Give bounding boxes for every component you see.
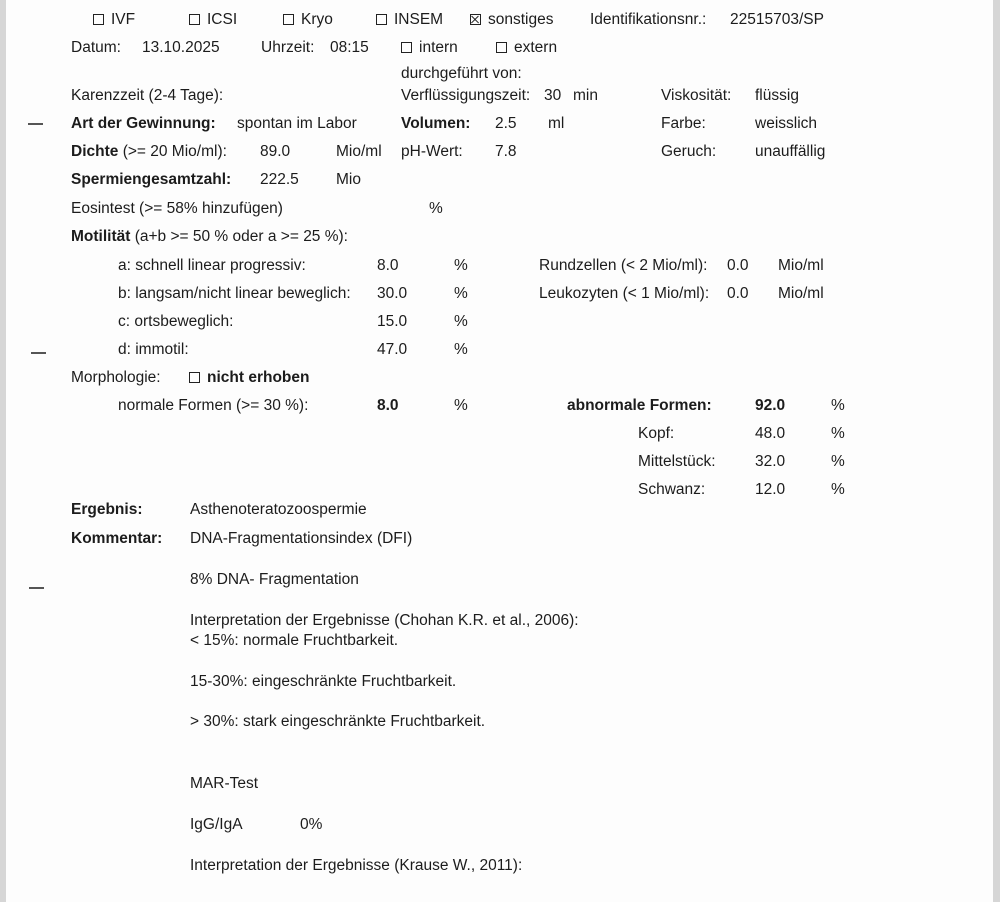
gewinnung-label: Art der Gewinnung: (71, 115, 216, 132)
dichte-label: Dichte (>= 20 Mio/ml): (71, 143, 227, 160)
leukozyten-label: Leukozyten (< 1 Mio/ml): (539, 285, 710, 302)
checkbox-icsi[interactable]: ICSI (189, 11, 237, 29)
ph-value: 7.8 (495, 143, 517, 160)
karenzzeit-label: Karenzzeit (2-4 Tage): (71, 87, 224, 104)
igg-label: IgG/IgA (190, 816, 243, 833)
mittelstueck-label: Mittelstück: (638, 453, 716, 470)
margin-mark (31, 352, 46, 354)
rundzellen-value: 0.0 (727, 257, 749, 274)
verfluessigung-label: Verflüssigungszeit: (401, 87, 531, 104)
motility-d-unit: % (454, 341, 468, 358)
gesamtzahl-unit: Mio (336, 171, 361, 188)
datum-value: 13.10.2025 (142, 39, 220, 56)
checkbox-kryo[interactable]: Kryo (283, 11, 333, 29)
volumen-value: 2.5 (495, 115, 517, 132)
motility-c-label: c: ortsbeweglich: (118, 313, 234, 330)
mittelstueck-value: 32.0 (755, 453, 786, 470)
id-label: Identifikationsnr.: (590, 11, 707, 28)
verfluessigung-unit: min (573, 87, 598, 104)
checkbox-icon (189, 14, 200, 25)
margin-mark (29, 587, 44, 589)
checkbox-icon (283, 14, 294, 25)
viskositaet-label: Viskosität: (661, 87, 732, 104)
verfluessigung-value: 30 (544, 87, 562, 104)
mittelstueck-unit: % (831, 453, 845, 470)
kopf-unit: % (831, 425, 845, 442)
checkbox-ivf[interactable]: IVF (93, 11, 135, 29)
checkbox-checked-icon (470, 14, 481, 25)
motility-d-label: d: immotil: (118, 341, 189, 358)
motility-d-value: 47.0 (377, 341, 408, 358)
farbe-label: Farbe: (661, 115, 706, 132)
volumen-unit: ml (548, 115, 565, 132)
comment-line: < 15%: normale Fruchtbarkeit. (190, 632, 399, 649)
ergebnis-value: Asthenoteratozoospermie (190, 501, 367, 518)
leukozyten-unit: Mio/ml (778, 285, 824, 302)
comment-line: MAR-Test (190, 775, 259, 792)
checkbox-icon (401, 42, 412, 53)
comment-line: > 30%: stark eingeschränkte Fruchtbarkeit. (190, 713, 486, 730)
geruch-value: unauffällig (755, 143, 826, 160)
motility-a-label: a: schnell linear progressiv: (118, 257, 306, 274)
gesamtzahl-label: Spermiengesamtzahl: (71, 171, 232, 188)
ergebnis-label: Ergebnis: (71, 501, 143, 518)
normal-forms-unit: % (454, 397, 468, 414)
comment-line: 8% DNA- Fragmentation (190, 571, 359, 588)
page-edge-right (993, 0, 1000, 902)
viskositaet-value: flüssig (755, 87, 799, 104)
abnormal-forms-label: abnormale Formen: (567, 397, 712, 414)
rundzellen-label: Rundzellen (< 2 Mio/ml): (539, 257, 708, 274)
motility-a-unit: % (454, 257, 468, 274)
gesamtzahl-value: 222.5 (260, 171, 299, 188)
morphology-label: Morphologie: (71, 369, 161, 386)
dichte-unit: Mio/ml (336, 143, 382, 160)
interpretation-krause: Interpretation der Ergebnisse (Krause W., 2011): (190, 857, 523, 874)
normal-forms-label: normale Formen (>= 30 %): (118, 397, 309, 414)
durchgefuehrt-label: durchgeführt von: (401, 65, 522, 82)
id-value: 22515703/SP (730, 11, 824, 28)
motility-b-label: b: langsam/nicht linear beweglich: (118, 285, 351, 302)
motility-b-value: 30.0 (377, 285, 408, 302)
geruch-label: Geruch: (661, 143, 717, 160)
kopf-label: Kopf: (638, 425, 675, 442)
checkbox-extern[interactable]: extern (496, 39, 557, 57)
kommentar-label: Kommentar: (71, 530, 163, 547)
eosin-unit: % (429, 200, 443, 217)
schwanz-label: Schwanz: (638, 481, 706, 498)
checkbox-sonstiges[interactable]: sonstiges (470, 11, 553, 29)
dichte-value: 89.0 (260, 143, 291, 160)
motility-b-unit: % (454, 285, 468, 302)
uhrzeit-value: 08:15 (330, 39, 369, 56)
motility-c-unit: % (454, 313, 468, 330)
checkbox-icon (376, 14, 387, 25)
uhrzeit-label: Uhrzeit: (261, 39, 315, 56)
checkbox-icon (496, 42, 507, 53)
normal-forms-value: 8.0 (377, 397, 399, 414)
checkbox-icon (189, 372, 200, 383)
eosin-label: Eosintest (>= 58% hinzufügen) (71, 200, 283, 217)
schwanz-value: 12.0 (755, 481, 786, 498)
schwanz-unit: % (831, 481, 845, 498)
farbe-value: weisslich (755, 115, 818, 132)
datum-label: Datum: (71, 39, 121, 56)
igg-value: 0% (300, 816, 323, 833)
leukozyten-value: 0.0 (727, 285, 749, 302)
volumen-label: Volumen: (401, 115, 471, 132)
page-edge-left (0, 0, 6, 902)
comment-line: DNA-Fragmentationsindex (DFI) (190, 530, 413, 547)
motility-a-value: 8.0 (377, 257, 399, 274)
comment-line: Interpretation der Ergebnisse (Chohan K.R. et al., 2006): (190, 612, 579, 629)
margin-mark (28, 123, 43, 125)
checkbox-insem[interactable]: INSEM (376, 11, 443, 29)
ph-label: pH-Wert: (401, 143, 463, 160)
motility-title: Motilität (a+b >= 50 % oder a >= 25 %): (71, 228, 348, 245)
kopf-value: 48.0 (755, 425, 786, 442)
comment-line: 15-30%: eingeschränkte Fruchtbarkeit. (190, 673, 457, 690)
checkbox-intern[interactable]: intern (401, 39, 458, 57)
abnormal-forms-value: 92.0 (755, 397, 786, 414)
checkbox-nicht-erhoben[interactable]: nicht erhoben (189, 369, 309, 387)
rundzellen-unit: Mio/ml (778, 257, 824, 274)
motility-c-value: 15.0 (377, 313, 408, 330)
abnormal-forms-unit: % (831, 397, 845, 414)
gewinnung-value: spontan im Labor (237, 115, 357, 132)
checkbox-icon (93, 14, 104, 25)
